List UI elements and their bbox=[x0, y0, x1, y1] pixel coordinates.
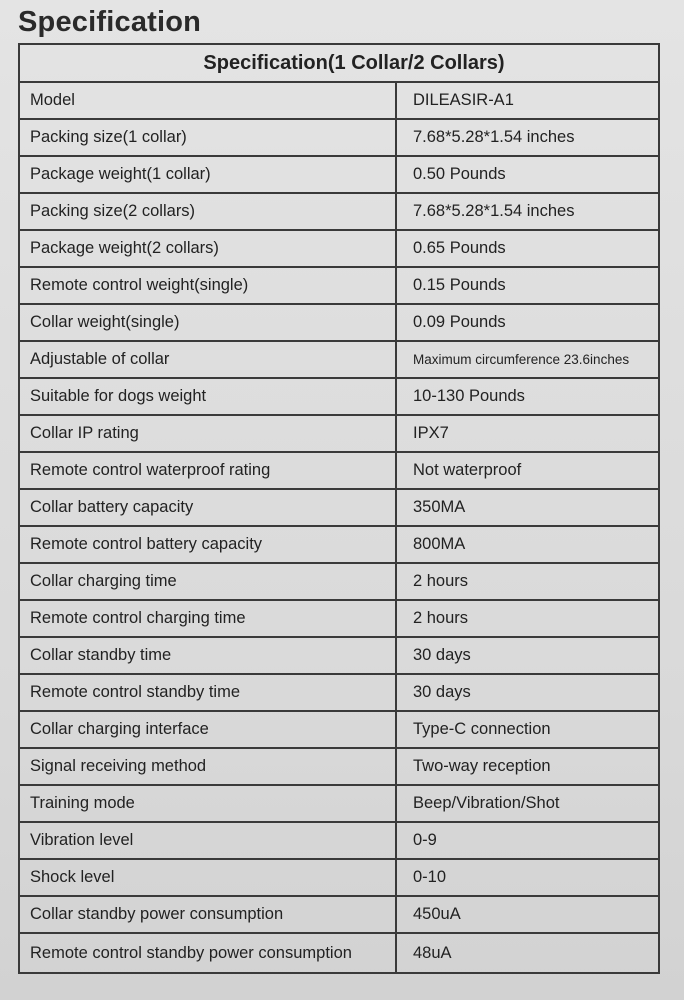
spec-value: 48uA bbox=[413, 943, 452, 962]
spec-value: Two-way reception bbox=[413, 757, 551, 775]
table-row bbox=[20, 342, 658, 379]
spec-value: 7.68*5.28*1.54 inches bbox=[413, 128, 575, 146]
table-row bbox=[20, 638, 658, 675]
spec-label: Remote control standby power consumption bbox=[20, 934, 397, 972]
spec-value: 0.50 Pounds bbox=[413, 165, 506, 183]
table-row bbox=[20, 823, 658, 860]
table-title: Specification(1 Collar/2 Collars) bbox=[20, 45, 658, 83]
table-row bbox=[20, 157, 658, 194]
spec-label: Training mode bbox=[20, 786, 397, 821]
table-row bbox=[20, 83, 658, 120]
table-row bbox=[20, 712, 658, 749]
spec-value: 0-9 bbox=[413, 831, 437, 849]
spec-value: 10-130 Pounds bbox=[413, 387, 525, 405]
table-row bbox=[20, 675, 658, 712]
table-row bbox=[20, 749, 658, 786]
spec-label: Packing size(1 collar) bbox=[20, 120, 397, 155]
spec-label: Collar standby power consumption bbox=[20, 897, 397, 932]
spec-label: Remote control standby time bbox=[20, 675, 397, 710]
specification-table bbox=[18, 43, 660, 974]
table-row bbox=[20, 786, 658, 823]
spec-label: Collar battery capacity bbox=[20, 490, 397, 525]
table-row bbox=[20, 379, 658, 416]
table-row bbox=[20, 453, 658, 490]
spec-value: Maximum circumference 23.6inches bbox=[413, 352, 630, 367]
spec-value: 0.15 Pounds bbox=[413, 276, 506, 294]
table-row bbox=[20, 860, 658, 897]
page-title: Specification bbox=[18, 6, 202, 38]
spec-label: Collar charging time bbox=[20, 564, 397, 599]
spec-label: Remote control battery capacity bbox=[20, 527, 397, 562]
spec-value: Not waterproof bbox=[413, 461, 522, 479]
table-row bbox=[20, 564, 658, 601]
spec-label: Remote control charging time bbox=[20, 601, 397, 636]
table-row bbox=[20, 897, 658, 934]
spec-value: 450uA bbox=[413, 905, 461, 923]
table-row bbox=[20, 231, 658, 268]
spec-label: Adjustable of collar bbox=[20, 342, 397, 377]
spec-value: 2 hours bbox=[413, 609, 469, 627]
spec-label: Signal receiving method bbox=[20, 749, 397, 784]
spec-label: Remote control waterproof rating bbox=[20, 453, 397, 488]
spec-value: 0.09 Pounds bbox=[413, 313, 506, 331]
table-row bbox=[20, 527, 658, 564]
table-row bbox=[20, 120, 658, 157]
spec-label: Packing size(2 collars) bbox=[20, 194, 397, 229]
spec-value: 0-10 bbox=[413, 868, 447, 886]
table-row bbox=[20, 601, 658, 638]
spec-value: 30 days bbox=[413, 646, 471, 664]
spec-label: Vibration level bbox=[20, 823, 397, 858]
spec-value: IPX7 bbox=[413, 424, 449, 442]
spec-value: 350MA bbox=[413, 498, 466, 516]
spec-label: Package weight(2 collars) bbox=[20, 231, 397, 266]
table-row bbox=[20, 268, 658, 305]
spec-value: 0.65 Pounds bbox=[413, 239, 506, 257]
table-body bbox=[20, 83, 658, 972]
table-row bbox=[20, 934, 658, 972]
spec-value: Type-C connection bbox=[413, 720, 551, 738]
table-row bbox=[20, 416, 658, 453]
spec-label: Package weight(1 collar) bbox=[20, 157, 397, 192]
table-row bbox=[20, 490, 658, 527]
table-row bbox=[20, 194, 658, 231]
spec-value: 2 hours bbox=[413, 572, 469, 590]
spec-label: Collar IP rating bbox=[20, 416, 397, 451]
spec-value: DILEASIR-A1 bbox=[413, 91, 514, 109]
spec-value: Beep/Vibration/Shot bbox=[413, 794, 560, 812]
spec-value: 30 days bbox=[413, 683, 471, 701]
spec-label: Collar charging interface bbox=[20, 712, 397, 747]
spec-value: 800MA bbox=[413, 535, 466, 553]
spec-label: Model bbox=[20, 83, 397, 118]
table-row bbox=[20, 305, 658, 342]
spec-label: Collar standby time bbox=[20, 638, 397, 673]
spec-value: 7.68*5.28*1.54 inches bbox=[413, 202, 575, 220]
spec-label: Remote control weight(single) bbox=[20, 268, 397, 303]
spec-label: Shock level bbox=[20, 860, 397, 895]
spec-label: Suitable for dogs weight bbox=[20, 379, 397, 414]
spec-label: Collar weight(single) bbox=[20, 305, 397, 340]
